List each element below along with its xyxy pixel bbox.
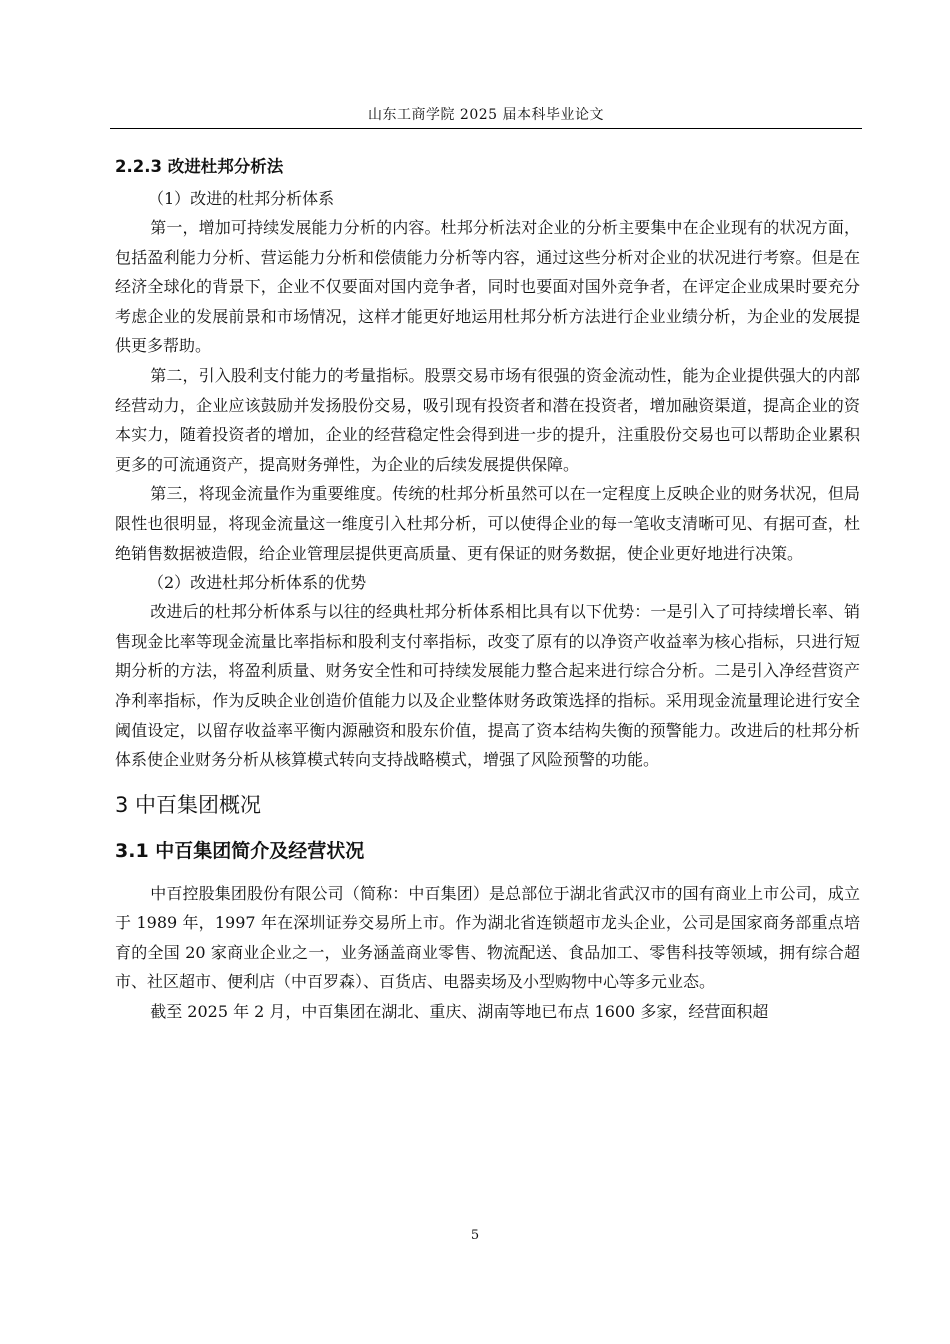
paragraph-store-count: 截至 2025 年 2 月，中百集团在湖北、重庆、湖南等地已布点 1600 多家，经营面积超 bbox=[150, 1002, 769, 1022]
paragraph-advantages: 改进后的杜邦分析体系与以往的经典杜邦分析体系相比具有以下优势：一是引入了可持续增长率、销售现金比率等现金流量比率指标和股利支付率指标，改变了原有的以净资产收益率为核心指标，只进行短期分析的方法，将盈利质量、财务安全性和可持续发展能力整合起来进行综合分析。二是引入净经营资产净利率指标，作为反映企业创造价值能力以及企业整体财务政策选择的指标。采用现金流量理论进行安全阈值设定，以留存收益率平衡内源融资和股东价值，提高了资本结构失衡的预警能力。改进后的杜邦分析体系使企业财务分析从核算模式转向支持战略模式，增强了风险预警的功能。 bbox=[115, 602, 860, 770]
paragraph-sustainability: 第一，增加可持续发展能力分析的内容。杜邦分析法对企业的分析主要集中在企业现有的状况方面，包括盈利能力分析、营运能力分析和偿债能力分析等内容，通过这些分析对企业的状况进行考察。但是在经济全球化的背景下，企业不仅要面对国内竞争者，同时也要面对国外竞争者，在评定企业成果时要充分考虑企业的发展前景和市场情况，这样才能更好地运用杜邦分析方法进行企业业绩分析，为企业的发展提供更多帮助。 bbox=[115, 218, 860, 356]
chapter-heading-3: 3 中百集团概况 bbox=[115, 792, 262, 817]
header-rule bbox=[110, 128, 862, 129]
subheading-advantages: （2）改进杜邦分析体系的优势 bbox=[148, 573, 367, 593]
section-heading-2-2-3: 2.2.3 改进杜邦分析法 bbox=[115, 157, 284, 176]
paragraph-company-intro: 中百控股集团股份有限公司（简称：中百集团）是总部位于湖北省武汉市的国有商业上市公司，成立于 1989 年，1997 年在深圳证券交易所上市。作为湖北省连锁超市龙头企业，公司是国家商务部重点培育的全国 20 家商业企业之一，业务涵盖商业零售、物流配送、食品加工、零售科技等领域，拥有综合超市、社区超市、便利店（中百罗森）、百货店、电器卖场及小型购物中心等多元业态。 bbox=[115, 883, 860, 992]
page-body bbox=[115, 150, 860, 1027]
running-header: 山东工商学院 2025 届本科毕业论文 bbox=[367, 107, 605, 123]
section-heading-3-1: 3.1 中百集团简介及经营状况 bbox=[115, 839, 365, 862]
subheading-improved-system: （1）改进的杜邦分析体系 bbox=[148, 189, 335, 208]
page-number: 5 bbox=[470, 1228, 480, 1243]
paragraph-dividend: 第二，引入股利支付能力的考量指标。股票交易市场有很强的资金流动性，能为企业提供强大的内部经营动力，企业应该鼓励并发扬股份交易，吸引现有投资者和潜在投资者，增加融资渠道，提高企业的资本实力，随着投资者的增加，企业的经营稳定性会得到进一步的提升，注重股份交易也可以帮助企业累积更多的可流通资产，提高财务弹性，为企业的后续发展提供保障。 bbox=[115, 365, 860, 474]
paragraph-cash-flow: 第三，将现金流量作为重要维度。传统的杜邦分析虽然可以在一定程度上反映企业的财务状况，但局限性也很明显，将现金流量这一维度引入杜邦分析，可以使得企业的每一笔收支清晰可见、有据可查，杜绝销售数据被造假，给企业管理层提供更高质量、更有保证的财务数据，使企业更好地进行决策。 bbox=[115, 484, 860, 563]
